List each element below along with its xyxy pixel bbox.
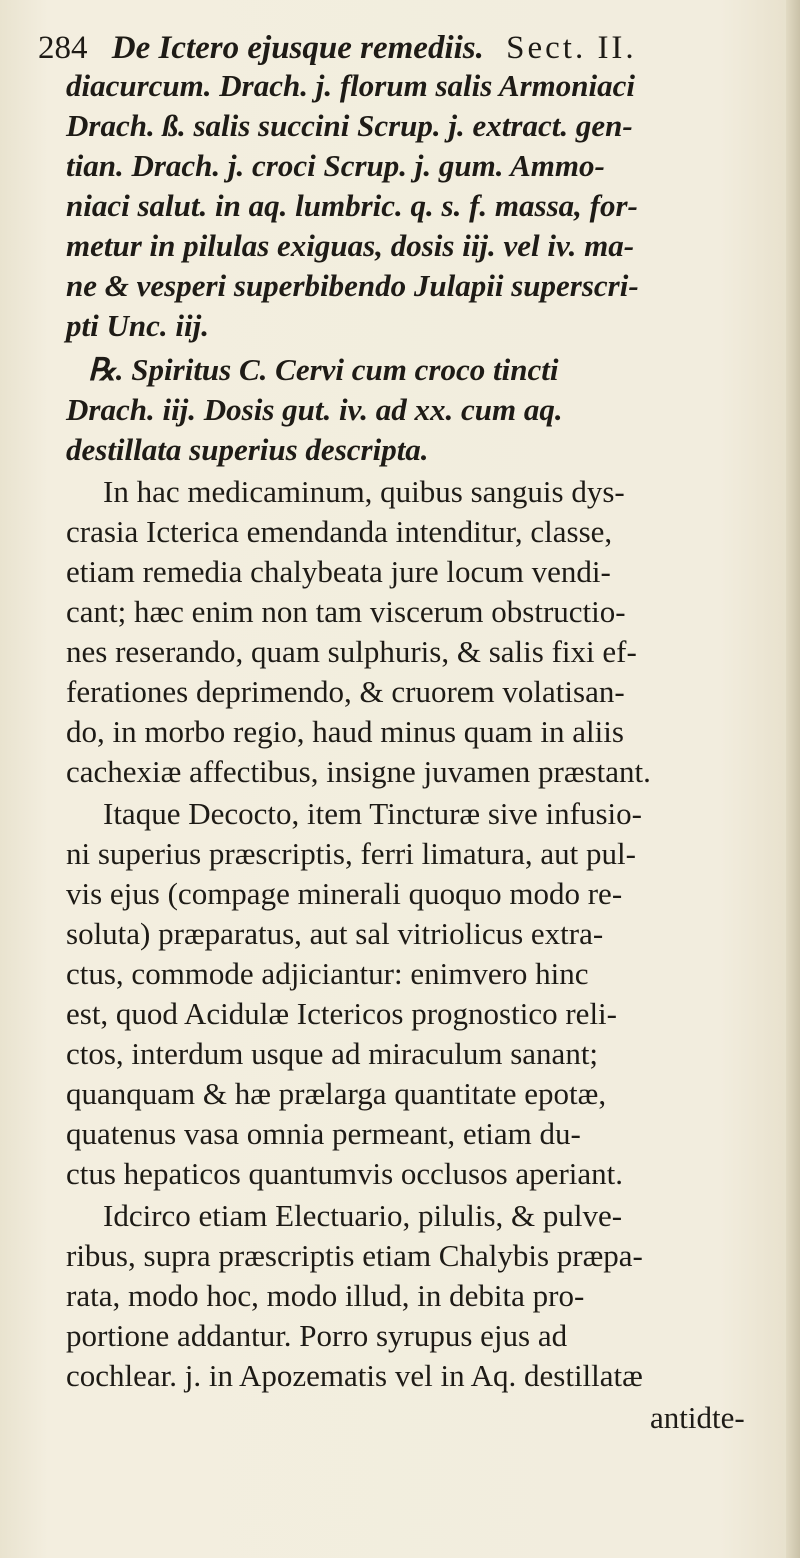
page-edge: [786, 0, 800, 1558]
text-line: cachexiæ affectibus, insigne juvamen præstant.: [66, 754, 651, 789]
text-line: ℞. Spiritus C. Cervi cum croco tincti: [88, 352, 559, 387]
text-line: cant; hæc enim non tam viscerum obstructio-: [66, 594, 626, 629]
text-line: quatenus vasa omnia permeant, etiam du-: [66, 1116, 581, 1151]
text-line: rata, modo hoc, modo illud, in debita pro-: [66, 1278, 585, 1313]
text-line: metur in pilulas exiguas, dosis iij. vel iv. ma-: [66, 228, 635, 263]
text-line: Idcirco etiam Electuario, pilulis, & pulve-: [103, 1198, 623, 1233]
text-line: portione addantur. Porro syrupus ejus ad: [66, 1318, 568, 1353]
running-title: De Ictero ejusque remediis.: [111, 30, 484, 66]
text-line: diacurcum. Drach. j. florum salis Armoniaci: [66, 68, 635, 103]
text-line: etiam remedia chalybeata jure locum vendi-: [66, 554, 611, 589]
text-line: ctus, commode adjiciantur: enimvero hinc: [66, 956, 589, 991]
text-line: ferationes deprimendo, & cruorem volatisan-: [66, 674, 625, 709]
text-line: quanquam & hæ prælarga quantitate epotæ,: [66, 1076, 607, 1111]
text-line: vis ejus (compage minerali quoquo modo re-: [66, 876, 623, 911]
text-line: nes reserando, quam sulphuris, & salis fixi ef-: [66, 634, 637, 669]
text-line: Drach. iij. Dosis gut. iv. ad xx. cum aq.: [66, 392, 563, 427]
text-line: do, in morbo regio, haud minus quam in aliis: [66, 714, 624, 749]
text-line: niaci salut. in aq. lumbric. q. s. f. massa, for-: [66, 188, 638, 223]
text-line: ctus hepaticos quantumvis occlusos aperiant.: [66, 1156, 624, 1191]
text-line: ne & vesperi superbibendo Julapii superscri-: [66, 268, 639, 303]
text-line: destillata superius descripta.: [66, 432, 429, 467]
text-line: ni superius præscriptis, ferri limatura, aut pul-: [66, 836, 636, 871]
text-line: ribus, supra præscriptis etiam Chalybis præpa-: [66, 1238, 643, 1273]
text-line: pti Unc. iij.: [66, 308, 209, 343]
page-number: 284: [38, 30, 88, 66]
catchword: antidte-: [650, 1400, 745, 1435]
text-line: est, quod Acidulæ Ictericos prognostico reli-: [66, 996, 617, 1031]
text-line: cochlear. j. in Apozematis vel in Aq. destillatæ: [66, 1358, 643, 1393]
text-line: In hac medicaminum, quibus sanguis dys-: [103, 474, 625, 509]
text-line: Itaque Decocto, item Tincturæ sive infusio-: [103, 796, 642, 831]
section-label: Sect. II.: [506, 30, 637, 66]
text-line: soluta) præparatus, aut sal vitriolicus extra-: [66, 916, 604, 951]
text-line: ctos, interdum usque ad miraculum sanant;: [66, 1036, 599, 1071]
text-line: crasia Icterica emendanda intenditur, classe,: [66, 514, 613, 549]
text-line: Drach. ß. salis succini Scrup. j. extract. gen-: [66, 108, 633, 143]
text-line: tian. Drach. j. croci Scrup. j. gum. Ammo-: [66, 148, 605, 183]
